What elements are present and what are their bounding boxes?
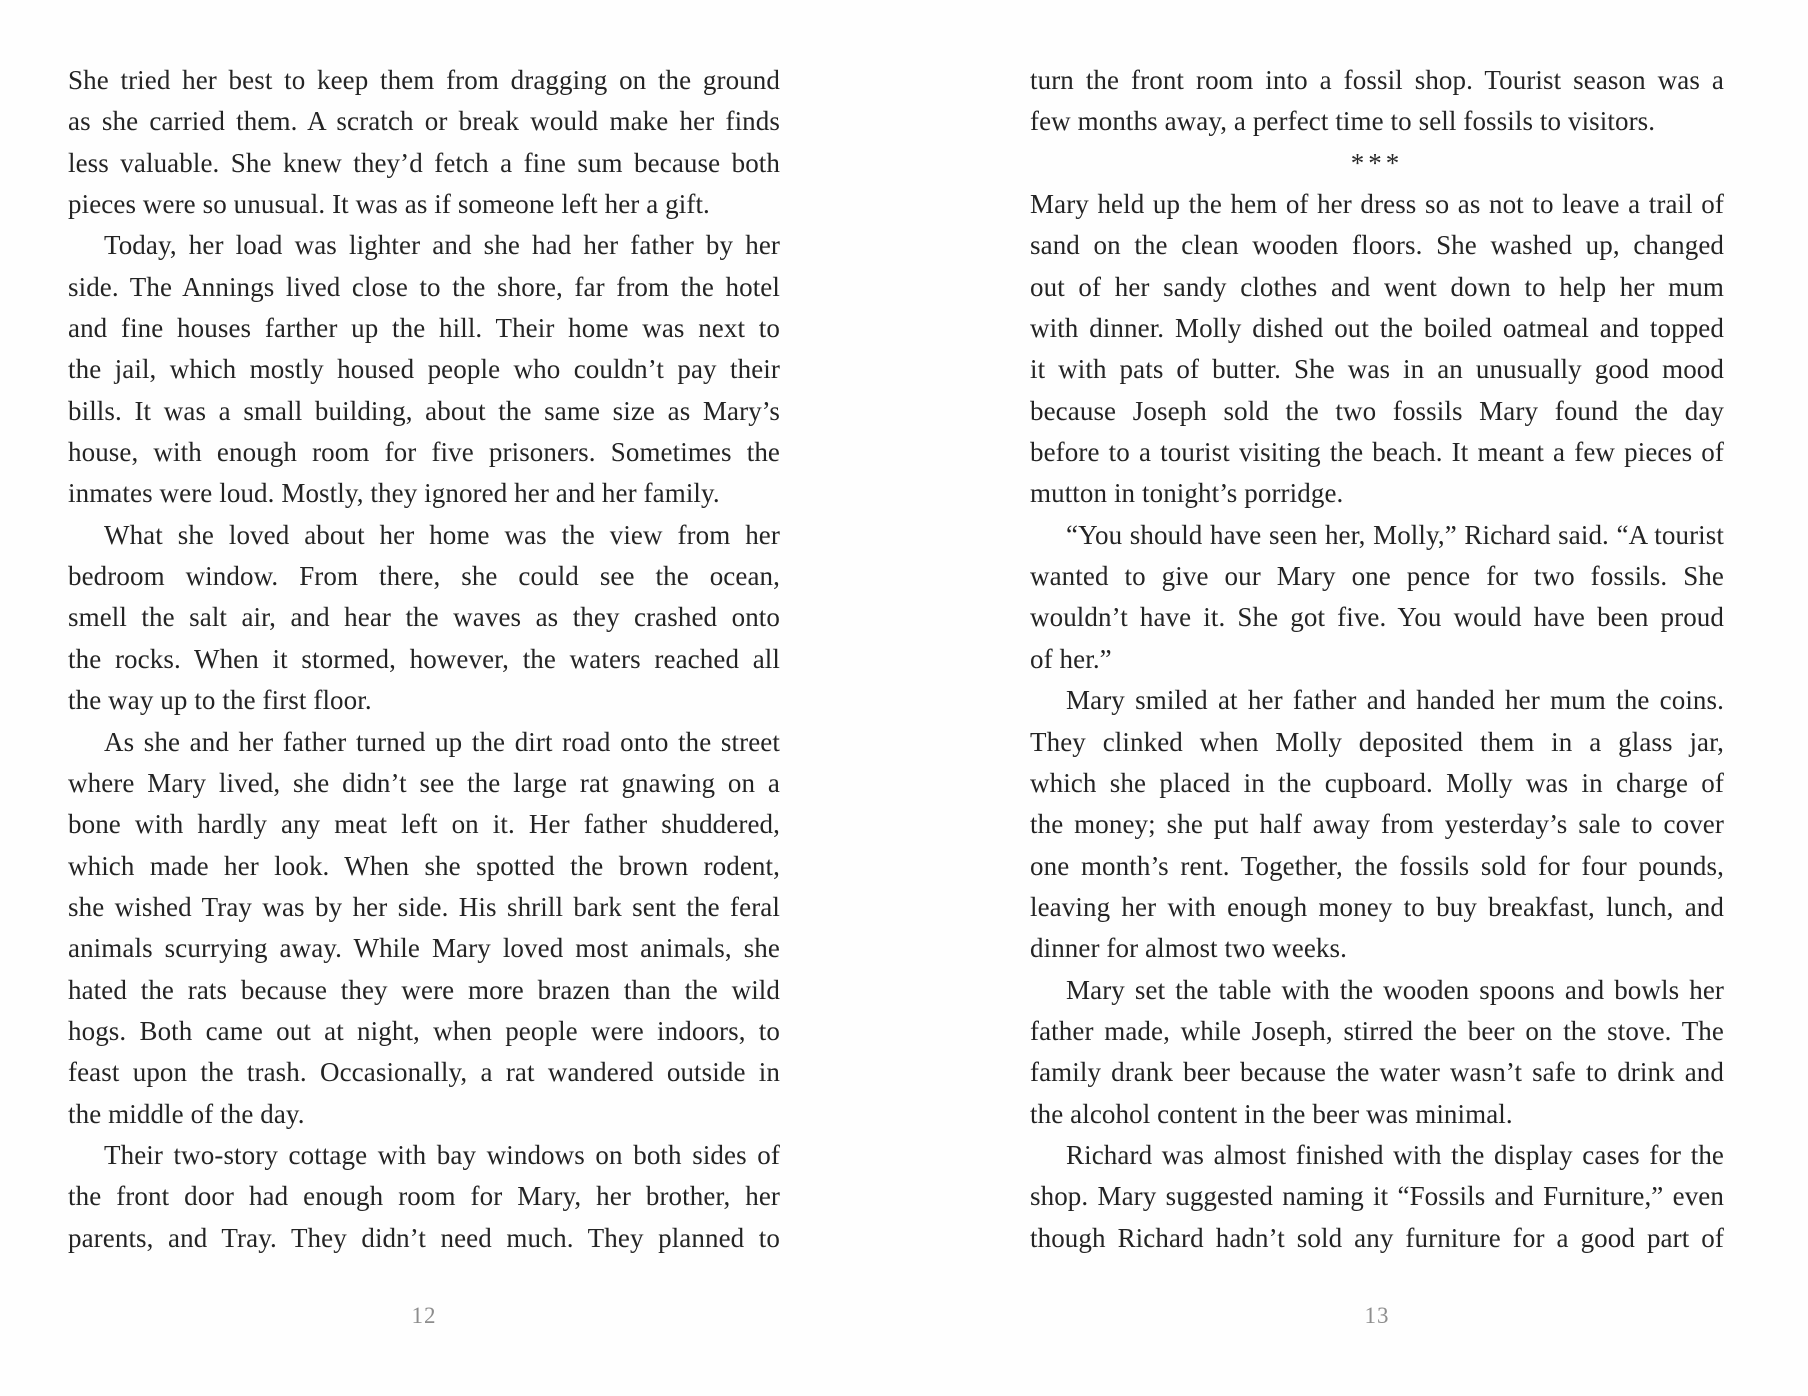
line-text: where Mary lived, she didn’t see the large rat gnawing on a — [68, 767, 780, 798]
text-line — [1030, 556, 1724, 597]
line-text: the middle of the day. — [68, 1098, 305, 1129]
text-line — [68, 763, 780, 804]
line-text: out of her sandy clothes and went down to help her mum — [1030, 271, 1724, 302]
text-line — [68, 639, 780, 680]
text-line — [68, 846, 780, 887]
text-line — [1030, 1176, 1724, 1217]
text-line — [1030, 928, 1724, 969]
text-line — [1030, 349, 1724, 390]
line-text: because Joseph sold the two fossils Mary found the day — [1030, 395, 1724, 426]
line-text: before to a tourist visiting the beach. It meant a few pieces of — [1030, 437, 1724, 468]
text-line — [68, 225, 780, 266]
line-text: Today, her load was lighter and she had her father by her — [104, 230, 780, 261]
text-line — [1030, 515, 1724, 556]
page-right — [1030, 60, 1724, 1329]
line-text: of her.” — [1030, 643, 1112, 674]
line-text: the way up to the first floor. — [68, 685, 372, 716]
page-right-text — [1030, 60, 1724, 1259]
text-line — [68, 1176, 780, 1217]
text-line — [1030, 432, 1724, 473]
line-text: animals scurrying away. While Mary loved most animals, she — [68, 933, 780, 964]
line-text: the front door had enough room for Mary, her brother, her — [68, 1181, 780, 1212]
page-left-text — [68, 60, 780, 1259]
line-text: smell the salt air, and hear the waves as they crashed onto — [68, 602, 780, 633]
text-line — [1030, 225, 1724, 266]
text-line — [1030, 1135, 1724, 1176]
line-text: the jail, which mostly housed people who couldn’t pay their — [68, 354, 780, 385]
line-text: “You should have seen her, Molly,” Richard said. “A tourist — [1066, 519, 1724, 550]
line-text: which made her look. When she spotted the brown rodent, — [68, 850, 780, 881]
line-text: *** — [1350, 147, 1404, 178]
line-text: pieces were so unusual. It was as if someone left her a gift. — [68, 189, 710, 220]
page-number: 12 — [411, 1302, 437, 1328]
text-line — [1030, 763, 1724, 804]
text-line — [68, 556, 780, 597]
line-text: less valuable. She knew they’d fetch a fine sum because both — [68, 147, 780, 178]
line-text: Their two-story cottage with bay windows on both sides of — [104, 1139, 780, 1170]
text-line — [68, 349, 780, 390]
text-line — [68, 184, 780, 225]
line-text: bills. It was a small building, about the same size as Mary’s — [68, 395, 780, 426]
line-text: parents, and Tray. They didn’t need much. They planned to — [68, 1222, 780, 1253]
line-text: sand on the clean wooden floors. She washed up, changed — [1030, 230, 1724, 261]
text-line — [1030, 60, 1724, 101]
line-text: though Richard hadn’t sold any furniture for a good part of — [1030, 1222, 1724, 1253]
text-line — [1030, 308, 1724, 349]
text-line — [1030, 846, 1724, 887]
text-line — [1030, 970, 1724, 1011]
text-line — [68, 1052, 780, 1093]
line-text: one month’s rent. Together, the fossils sold for four pounds, — [1030, 850, 1724, 881]
text-line — [1030, 1052, 1724, 1093]
text-line — [68, 722, 780, 763]
text-line — [1030, 473, 1724, 514]
line-text: wanted to give our Mary one pence for two fossils. She — [1030, 561, 1724, 592]
text-line — [68, 680, 780, 721]
text-line — [68, 308, 780, 349]
line-text: Mary smiled at her father and handed her mum the coins. — [1066, 685, 1724, 716]
text-line — [68, 1218, 780, 1259]
text-line — [68, 60, 780, 101]
line-text: the alcohol content in the beer was minimal. — [1030, 1098, 1513, 1129]
line-text: father made, while Joseph, stirred the beer on the stove. The — [1030, 1015, 1724, 1046]
line-text: as she carried them. A scratch or break would make her finds — [68, 106, 780, 137]
line-text: dinner for almost two weeks. — [1030, 933, 1347, 964]
text-line — [68, 970, 780, 1011]
text-line — [68, 143, 780, 184]
line-text: family drank beer because the water wasn’t safe to drink and — [1030, 1057, 1724, 1088]
line-text: She tried her best to keep them from dragging on the ground — [68, 65, 780, 95]
text-line — [68, 267, 780, 308]
text-line — [68, 804, 780, 845]
line-text: she wished Tray was by her side. His shrill bark sent the feral — [68, 891, 780, 922]
line-text: hogs. Both came out at night, when people were indoors, to — [68, 1015, 780, 1046]
text-line — [1030, 722, 1724, 763]
text-line — [1030, 1011, 1724, 1052]
line-text: and fine houses farther up the hill. Their home was next to — [68, 313, 780, 344]
text-line — [68, 391, 780, 432]
line-text: house, with enough room for five prisoners. Sometimes the — [68, 437, 780, 468]
line-text: mutton in tonight’s porridge. — [1030, 478, 1344, 509]
text-line — [68, 887, 780, 928]
line-text: Mary set the table with the wooden spoons and bowls her — [1066, 974, 1724, 1005]
line-text: which she placed in the cupboard. Molly was in charge of — [1030, 767, 1724, 798]
text-line — [68, 432, 780, 473]
text-line — [68, 928, 780, 969]
line-text: inmates were loud. Mostly, they ignored her and her family. — [68, 478, 720, 509]
text-line — [1030, 391, 1724, 432]
line-text: side. The Annings lived close to the shore, far from the hotel — [68, 271, 780, 302]
text-line — [1030, 680, 1724, 721]
line-text: wouldn’t have it. She got five. You would have been proud — [1030, 602, 1724, 633]
text-line — [68, 1094, 780, 1135]
text-line — [68, 1011, 780, 1052]
page-left-footer — [68, 1303, 780, 1329]
page-left — [68, 60, 780, 1329]
line-text: leaving her with enough money to buy breakfast, lunch, and — [1030, 891, 1724, 922]
page-right-footer — [1030, 1303, 1724, 1329]
line-text: bone with hardly any meat left on it. Her father shuddered, — [68, 809, 780, 840]
line-text: bedroom window. From there, she could see the ocean, — [68, 561, 780, 592]
text-line — [1030, 597, 1724, 638]
text-line — [1030, 101, 1724, 142]
line-text: What she loved about her home was the view from her — [104, 519, 780, 550]
line-text: few months away, a perfect time to sell fossils to visitors. — [1030, 106, 1656, 137]
text-line — [1030, 887, 1724, 928]
line-text: Richard was almost finished with the display cases for the — [1066, 1139, 1724, 1170]
line-text: hated the rats because they were more brazen than the wild — [68, 974, 780, 1005]
line-text: As she and her father turned up the dirt road onto the street — [104, 726, 780, 757]
text-line — [1030, 639, 1724, 680]
text-line — [68, 515, 780, 556]
line-text: with dinner. Molly dished out the boiled oatmeal and topped — [1030, 313, 1724, 344]
text-line — [1030, 184, 1724, 225]
text-line — [68, 101, 780, 142]
text-line — [1030, 1218, 1724, 1259]
text-line — [68, 473, 780, 514]
text-line — [68, 597, 780, 638]
text-line — [1030, 804, 1724, 845]
line-text: shop. Mary suggested naming it “Fossils and Furniture,” even — [1030, 1181, 1724, 1212]
line-text: They clinked when Molly deposited them in a glass jar, — [1030, 726, 1724, 757]
line-text: feast upon the trash. Occasionally, a rat wandered outside in — [68, 1057, 780, 1088]
page-number: 13 — [1364, 1302, 1390, 1328]
line-text: the money; she put half away from yesterday’s sale to cover — [1030, 809, 1724, 840]
text-line — [1030, 267, 1724, 308]
line-text: the rocks. When it stormed, however, the waters reached all — [68, 643, 780, 674]
line-text: it with pats of butter. She was in an unusually good mood — [1030, 354, 1724, 385]
text-line — [1030, 1094, 1724, 1135]
section-separator — [1030, 143, 1724, 184]
line-text: Mary held up the hem of her dress so as not to leave a trail of — [1030, 189, 1724, 220]
text-line — [68, 1135, 780, 1176]
line-text: turn the front room into a fossil shop. Tourist season was a — [1030, 65, 1724, 95]
